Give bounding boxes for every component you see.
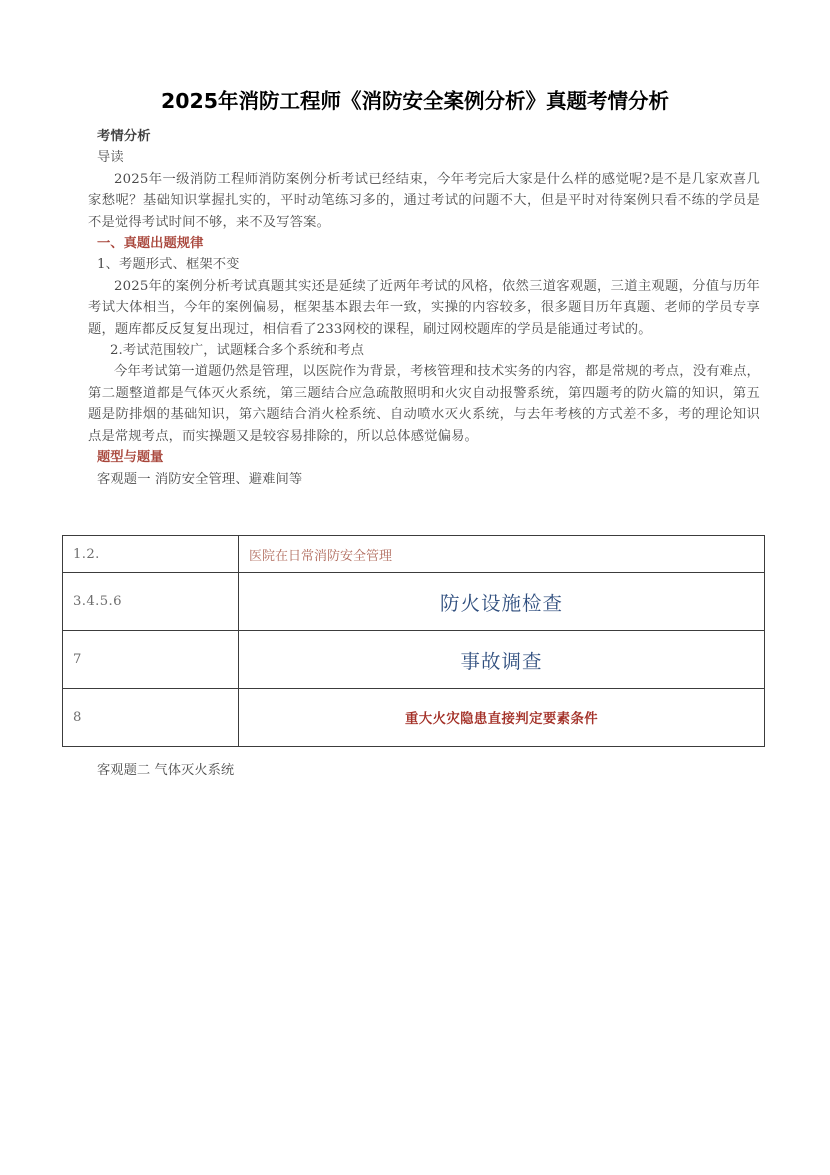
topic-text: 事故调查 — [460, 649, 543, 673]
subheading-broad-scope: 2.考试范围较广，试题糅合多个系统和考点 — [110, 343, 365, 359]
topic-text: 防火设施检查 — [439, 591, 563, 615]
paragraph-broad-scope: 今年考试第一道题仍然是管理，以医院作为背景，考核管理和技术实务的内容，都是常规的考点，没有难点，第二题整道都是气体灭火系统，第三题结合应急疏散照明和火灾自动报警系统，第四题考的防火篇的知识，第五题是防排烟的基础知识，第六题结合消火栓系统、自动喷水灭火系统，与去年考核的方式差不多，考的理论知识点是常规考点，而实操题又是较容易排除的，所以总体感觉偏易。 — [88, 364, 760, 444]
table-cell-question-numbers: 7 — [63, 631, 239, 689]
topic-text: 医院在日常消防安全管理 — [249, 548, 393, 564]
heading-daodu: 导读 — [97, 150, 124, 166]
table-row — [63, 631, 765, 689]
paragraph-format-unchanged: 2025年的案例分析考试真题其实还是延续了近两年考试的风格，依然三道客观题，三道主观题，分值与历年考试大体相当，今年的案例偏易，框架基本跟去年一致，实操的内容较多，很多题目历年真题、老师的学员专享题，题库都反反复复出现过，相信看了233网校的课程，刷过网校题库的学员是能通过考试的。 — [88, 278, 760, 337]
table-caption-objective-two: 客观题二 气体灭火系统 — [97, 763, 235, 778]
section-heading-exam-patterns: 一、真题出题规律 — [97, 236, 204, 252]
table-cell-topic — [239, 536, 765, 573]
section-heading-question-types: 题型与题量 — [97, 450, 164, 466]
intro-paragraph: 2025年一级消防工程师消防案例分析考试已经结束，今年考完后大家是什么样的感觉呢?是不是几家欢喜几家愁呢？基础知识掌握扎实的，平时动笔练习多的，通过考试的问题不大，但是平时对待案例只看不练的学员是不是觉得考试时间不够，来不及写答案。 — [88, 171, 760, 230]
table-cell-topic — [239, 573, 765, 631]
table-cell-question-numbers: 1.2. — [63, 536, 239, 573]
heading-kaoqing-fenxi: 考情分析 — [97, 129, 151, 144]
document-body — [88, 126, 760, 490]
table-row — [63, 573, 765, 631]
table-caption-objective-one: 客观题一 消防安全管理、避难间等 — [97, 471, 303, 487]
subheading-format-unchanged: 1、考题形式、框架不变 — [97, 257, 240, 273]
table-cell-topic — [239, 689, 765, 747]
table-cell-question-numbers: 3.4.5.6 — [63, 573, 239, 631]
question-breakdown-table — [62, 535, 765, 747]
page-title: 2025年消防工程师《消防安全案例分析》真题考情分析 — [160, 89, 670, 113]
table-row — [63, 536, 765, 573]
table-row — [63, 689, 765, 747]
table-cell-question-numbers: 8 — [63, 689, 239, 747]
table-cell-topic — [239, 631, 765, 689]
topic-text: 重大火灾隐患直接判定要素条件 — [404, 711, 599, 727]
